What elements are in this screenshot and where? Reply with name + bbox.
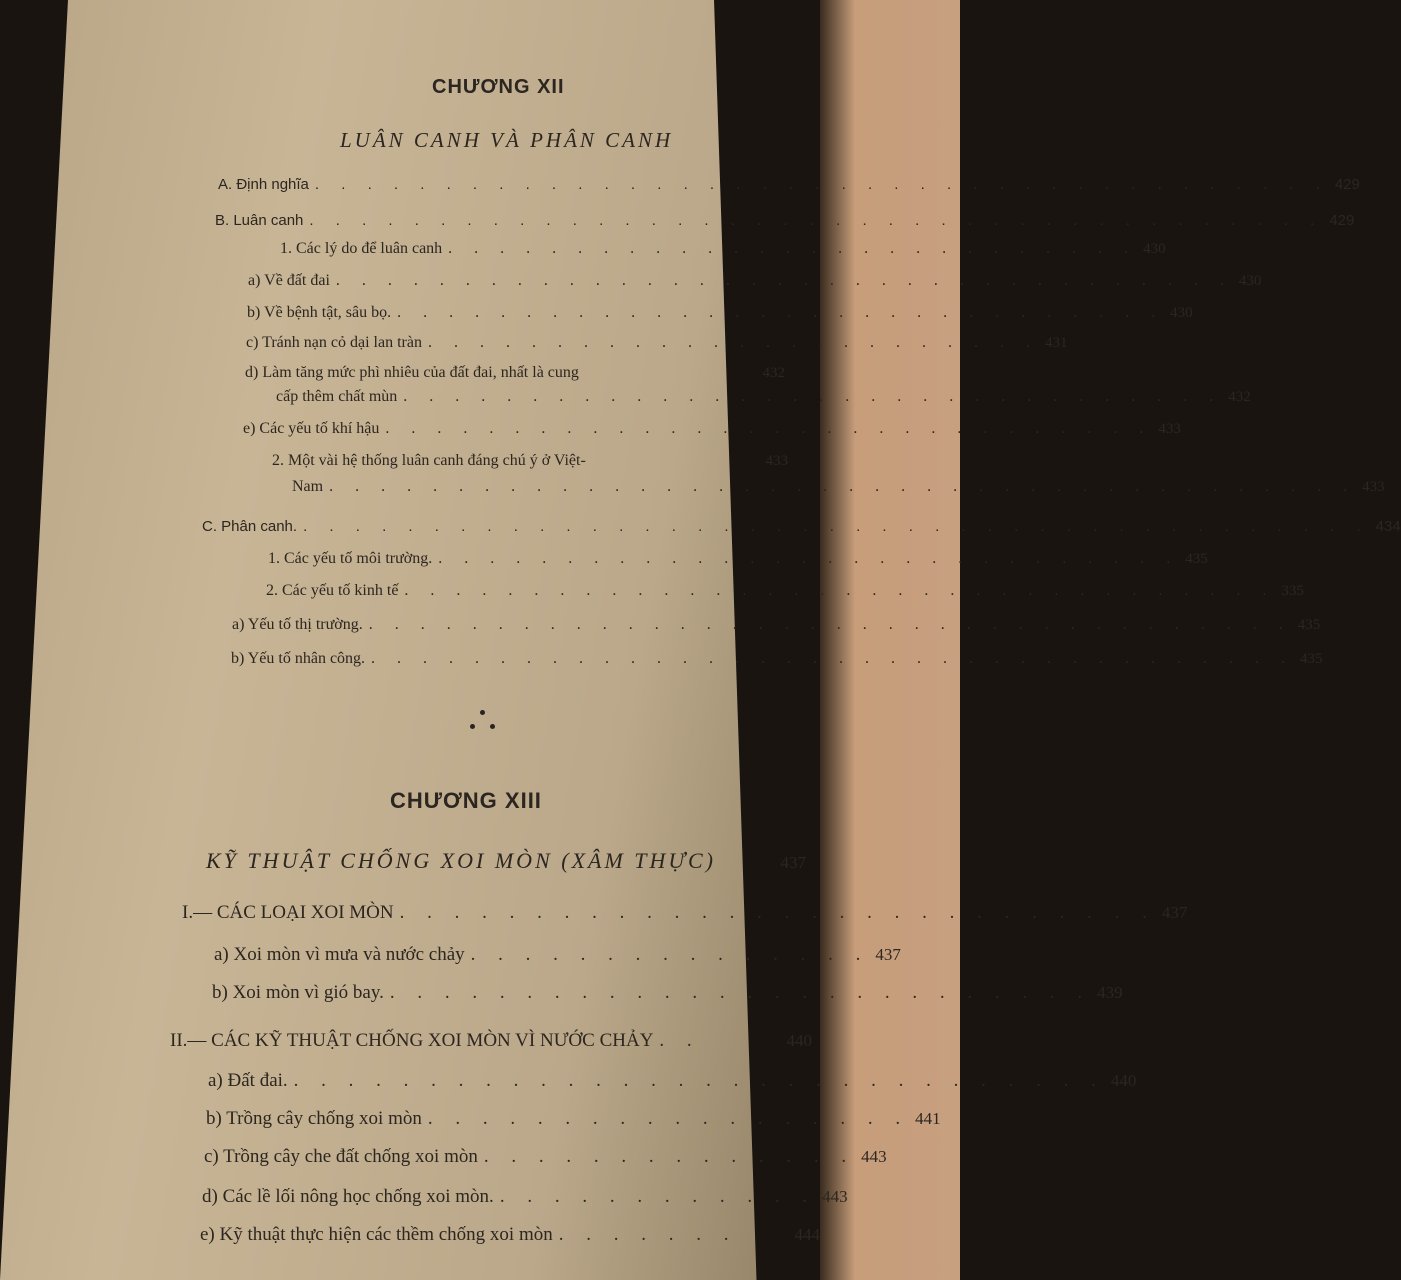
toc-entry: C. Phân canh. . . . . . . . . . . . . . . . . . . . . . . . . . . . . . . . . . . . . . . . . . 434	[202, 518, 1401, 535]
toc-entry: a) Xoi mòn vì mưa và nước chảy . . . . . . . . . . . . . . . 437	[214, 944, 901, 965]
toc-entry: a) Về đất đai . . . . . . . . . . . . . . . . . . . . . . . . . . . . . . . . . . . 430	[248, 272, 1262, 289]
toc-entry: B. Luân canh . . . . . . . . . . . . . . . . . . . . . . . . . . . . . . . . . . . . . . . 429	[215, 212, 1355, 229]
toc-entry: d) Làm tăng mức phì nhiêu của đất đai, nhất là cung 432	[245, 364, 785, 381]
chapter-13-heading: CHƯƠNG XIII	[390, 788, 542, 813]
toc-entry: a) Đất đai. . . . . . . . . . . . . . . . . . . . . . . . . . . . . . . 440	[208, 1070, 1137, 1091]
toc-entry: A. Định nghĩa . . . . . . . . . . . . . . . . . . . . . . . . . . . . . . . . . . . . . . . 429	[218, 176, 1360, 193]
chapter-13-title: KỸ THUẬT CHỐNG XOI MÒN (XÂM THỰC)	[206, 848, 716, 873]
toc-entry: 1. Các lý do để luân canh . . . . . . . . . . . . . . . . . . . . . . . . . . . 430	[280, 240, 1166, 257]
toc-entry: a) Yếu tố thị trường. . . . . . . . . . . . . . . . . . . . . . . . . . . . . . . . . . . . . 435	[232, 616, 1321, 633]
toc-entry: cấp thêm chất mùn . . . . . . . . . . . . . . . . . . . . . . . . . . . . . . . . 432	[276, 388, 1251, 405]
toc-entry: 2. Các yếu tố kinh tế . . . . . . . . . . . . . . . . . . . . . . . . . . . . . . . . . . 335	[266, 582, 1304, 599]
toc-entry: e) Các yếu tố khí hậu . . . . . . . . . . . . . . . . . . . . . . . . . . . . . . 433	[243, 420, 1181, 437]
toc-entry: c) Tránh nạn cỏ dại lan tràn . . . . . . . . . . . . . . . . . . . . . . . . 431	[246, 334, 1068, 351]
chapter-12-heading: CHƯƠNG XII	[432, 76, 565, 98]
chapter-13-title-row	[206, 848, 806, 874]
chapter-13-title-page: 437	[780, 853, 806, 872]
toc-entry: d) Các lề lối nông học chống xoi mòn. . . . . . . . . . . . . 443	[202, 1186, 848, 1207]
toc-entry: I.— CÁC LOẠI XOI MÒN . . . . . . . . . . . . . . . . . . . . . . . . . . . . 437	[182, 902, 1188, 923]
toc-entry: II.— CÁC KỸ THUẬT CHỐNG XOI MÒN VÌ NƯỚC CHẢY . . 440	[170, 1030, 812, 1051]
toc-entry: b) Yếu tố nhân công. . . . . . . . . . . . . . . . . . . . . . . . . . . . . . . . . . . . . 435	[231, 650, 1323, 667]
toc-entry: b) Trồng cây chống xoi mòn . . . . . . . . . . . . . . . . . . 441	[206, 1108, 941, 1129]
section-separator	[462, 706, 502, 736]
toc-entry: b) Về bệnh tật, sâu bọ. . . . . . . . . . . . . . . . . . . . . . . . . . . . . . . 430	[247, 304, 1193, 321]
toc-entry: Nam . . . . . . . . . . . . . . . . . . . . . . . . . . . . . . . . . . . . . . . . 433	[292, 478, 1385, 495]
toc-entry: 2. Một vài hệ thống luân canh đáng chú ý ở Việt- 433	[272, 452, 788, 469]
toc-entry: 1. Các yếu tố môi trường. . . . . . . . . . . . . . . . . . . . . . . . . . . . . . 435	[268, 550, 1208, 567]
toc-entry: b) Xoi mòn vì gió bay. . . . . . . . . . . . . . . . . . . . . . . . . . . 439	[212, 982, 1123, 1003]
chapter-12-title: LUÂN CANH VÀ PHÂN CANH	[340, 128, 674, 152]
toc-entry: e) Kỹ thuật thực hiện các thềm chống xoi mòn . . . . . . . 444	[200, 1224, 820, 1245]
toc-entry: c) Trồng cây che đất chống xoi mòn . . . . . . . . . . . . . . 443	[204, 1146, 887, 1167]
